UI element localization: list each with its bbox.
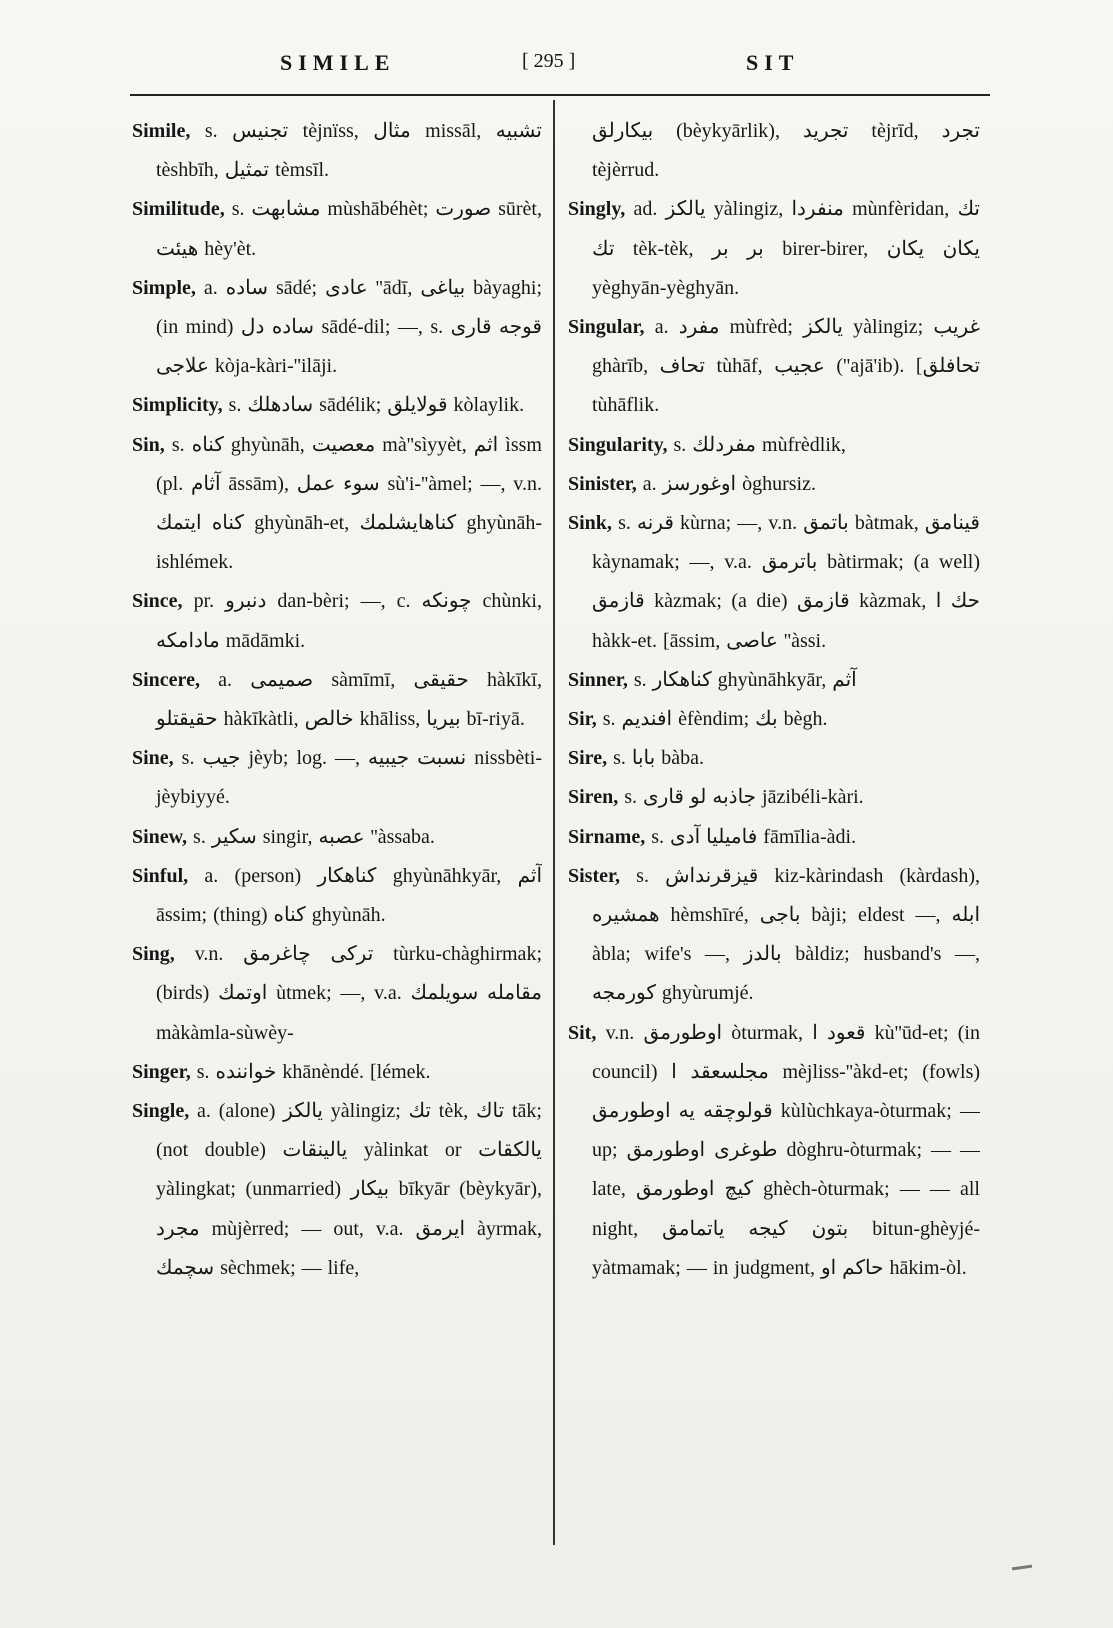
entry-headword: Sing, [132, 943, 175, 966]
page-mark [1012, 1565, 1032, 1571]
dictionary-entry [132, 1053, 542, 1092]
entry-headword: Sinew, [132, 825, 188, 848]
entry-headword: Singularity, [568, 433, 668, 456]
entry-definition: s. جاذبه لو قارى jāzibéli-kàri. [618, 786, 864, 809]
entry-headword: Similitude, [132, 198, 225, 221]
entry-definition: a. (alone) يالكز yàlingiz; تك tèk, تاك tāk; (not double) يالينقات yàlinkat or يالكقات yàlingkat; (unmarried) بيكار bīkyār (bèykyār), مجرد mùjèrred; — out, v.a. ايرمق àyrmak, سچمك sèchmek; — life, [156, 1100, 542, 1279]
dictionary-entry [568, 465, 980, 504]
entry-headword: Sinful, [132, 864, 189, 887]
entry-definition: s. سادهلك sādélik; قولايلق kòlaylik. [222, 394, 525, 417]
entry-headword: Since, [132, 590, 183, 613]
entry-definition: v.n. اوطورمق òturmak, قعود ا kù''ūd-et; (in council) مجلسعقد ا mèjliss-''àkd-et; (fowls) قولوچقه يه اوطورمق kùlùchkaya-òturmak; — up; طوغرى اوطورمق dòghru-òturmak; — — late, كيچ اوطورمق ghèch-òturmak; — — all night, بتون كيجه ياتمامق bitun-ghèyjé-yàtmamak; — in judgment, حاكم او hākim-òl. [592, 1021, 980, 1279]
entry-definition: s. مفردلك mùfrèdlik, [667, 433, 846, 456]
column-divider [553, 100, 555, 1545]
entry-definition: s. كناهكار ghyùnāhkyār, آثم [627, 668, 857, 691]
dictionary-entry [568, 818, 980, 857]
entry-headword: Siren, [568, 786, 619, 809]
header-last-word: SIT [746, 50, 800, 75]
entry-headword: Sir, [568, 708, 597, 731]
dictionary-entry [568, 504, 980, 661]
dictionary-entry [132, 1092, 542, 1288]
dictionary-entry [132, 661, 542, 739]
dictionary-entry [568, 426, 980, 465]
entry-definition: s. سكير singir, عصبه ''àssaba. [187, 825, 435, 848]
entry-definition: a. اوغورسز òghursiz. [636, 472, 816, 495]
entry-headword: Simile, [132, 120, 191, 142]
dictionary-entry [568, 778, 980, 817]
page-number: [ 295 ] [522, 50, 576, 72]
entry-headword: Sink, [568, 512, 612, 535]
entry-headword: Sinister, [568, 472, 637, 495]
dictionary-entry [568, 190, 980, 308]
dictionary-entry [132, 739, 542, 817]
dictionary-entry [132, 386, 542, 425]
entry-definition: s. بابا bàba. [607, 747, 704, 770]
left-column [132, 112, 542, 1542]
dictionary-entry [132, 582, 542, 660]
entry-headword: Sincere, [132, 668, 200, 691]
entry-definition: a. صميمى sàmīmī, حقيقى hàkīkī, حقيقتلو hàkīkàtli, خالص khāliss, بيريا bī-riyā. [156, 668, 542, 731]
dictionary-entry [132, 857, 542, 935]
entry-definition: s. خواننده khānèndé. [lémek. [190, 1060, 431, 1083]
entry-definition: s. مشابهت mùshābéhèt; صورت sūrèt, هيئت hèy'èt. [156, 198, 542, 260]
dictionary-entry [568, 661, 980, 700]
entry-headword: Sin, [132, 433, 165, 456]
entry-definition: ad. يالكز yàlingiz, منفردا mùnfèridan, تك تك tèk-tèk, بر بر birer-birer, يكان يكان yèghyān-yèghyān. [592, 198, 980, 299]
right-column [568, 112, 980, 1542]
entry-definition: s. كناه ghyùnāh, معصيت mà''sìyyèt, اثم ìssm (pl. آثام āssām), سوء عمل sù'i-''àmel; —, v.n. كناه ايتمك ghyùnāh-et, كناهايشلمك ghyùnāh-ishlémek. [156, 433, 542, 574]
entry-definition: a. مفرد mùfrèd; يالكز yàlingiz; غريب ghàrīb, تحاف tùhāf, عجيب (''ajā'ib). [تحافلق tùhāflik. [592, 316, 980, 417]
dictionary-entry [132, 190, 542, 268]
dictionary-entry [132, 112, 542, 190]
entry-headword: Sinner, [568, 668, 628, 691]
header-rule [130, 94, 990, 96]
running-head [130, 50, 990, 86]
entry-definition: v.n. تركى چاغرمق tùrku-chàghirmak; (birds) اوتمك ùtmek; —, v.a. مقامله سويلمك màkàmla-sùwèy- [156, 943, 542, 1044]
entry-definition: بيكارلق (bèykyārlik), تجريد tèjrīd, تجرد tèjèrrud. [592, 120, 980, 182]
entry-headword: Simplicity, [132, 394, 223, 417]
entry-definition: s. قيزقرنداش kiz-kàrindash (kàrdash), همشيره hèmshīré, باجى bàji; eldest —, ابله àbla; wife's —, بالدز bàldiz; husband's —, كورمجه ghyùrumjé. [592, 864, 980, 1005]
entry-headword: Single, [132, 1100, 190, 1123]
entry-headword: Sine, [132, 747, 174, 770]
entry-definition: s. جيب jèyb; log. —, نسبت جيبيه nissbèti-jèybiyyé. [156, 747, 542, 809]
dictionary-entry [568, 857, 980, 1014]
entry-headword: Sit, [568, 1021, 597, 1044]
entry-definition: s. فاميليا آدى fāmīlia-àdi. [645, 825, 857, 848]
entry-headword: Sirname, [568, 825, 646, 848]
dictionary-entry [132, 426, 542, 583]
dictionary-entry [568, 1014, 980, 1288]
header-first-word: SIMILE [280, 50, 396, 75]
dictionary-entry [568, 112, 980, 190]
dictionary-entry [568, 308, 980, 426]
entry-definition: s. تجنيس tèjnïss, مثال missāl, تشبيه tèshbīh, تمثيل tèmsīl. [156, 120, 542, 182]
dictionary-entry [132, 269, 542, 387]
entry-definition: s. قرنه kùrna; —, v.n. باتمق bàtmak, قينامق kàynamak; —, v.a. باترمق bàtirmak; (a well) قازمق kàzmak; (a die) قازمق kàzmak, حك ا hàkk-et. [āssim, عاصى ''àssi. [592, 512, 980, 652]
entry-definition: a. ساده sādé; عادى ''ādī, بياغى bàyaghi; (in mind) ساده دل sādé-dil; —, s. قوجه قارى علاجى kòja-kàri-''ilāji. [156, 276, 542, 378]
entry-headword: Singular, [568, 316, 645, 339]
entry-definition: pr. دنبرو dan-bèri; —, c. چونكه chùnki, مادامكه mādāmki. [156, 590, 542, 652]
dictionary-entry [132, 935, 542, 1053]
entry-headword: Singer, [132, 1060, 191, 1083]
dictionary-entry [568, 739, 980, 778]
dictionary-entry [568, 700, 980, 739]
entry-definition: a. (person) كناهكار ghyùnāhkyār, آثم āssim; (thing) كناه ghyùnāh. [156, 864, 542, 927]
entry-headword: Sire, [568, 747, 608, 770]
entry-headword: Simple, [132, 276, 196, 299]
entry-definition: s. افنديم èfèndim; بك bègh. [596, 708, 828, 731]
dictionary-entry [132, 818, 542, 857]
entry-headword: Singly, [568, 198, 626, 221]
entry-headword: Sister, [568, 864, 621, 887]
